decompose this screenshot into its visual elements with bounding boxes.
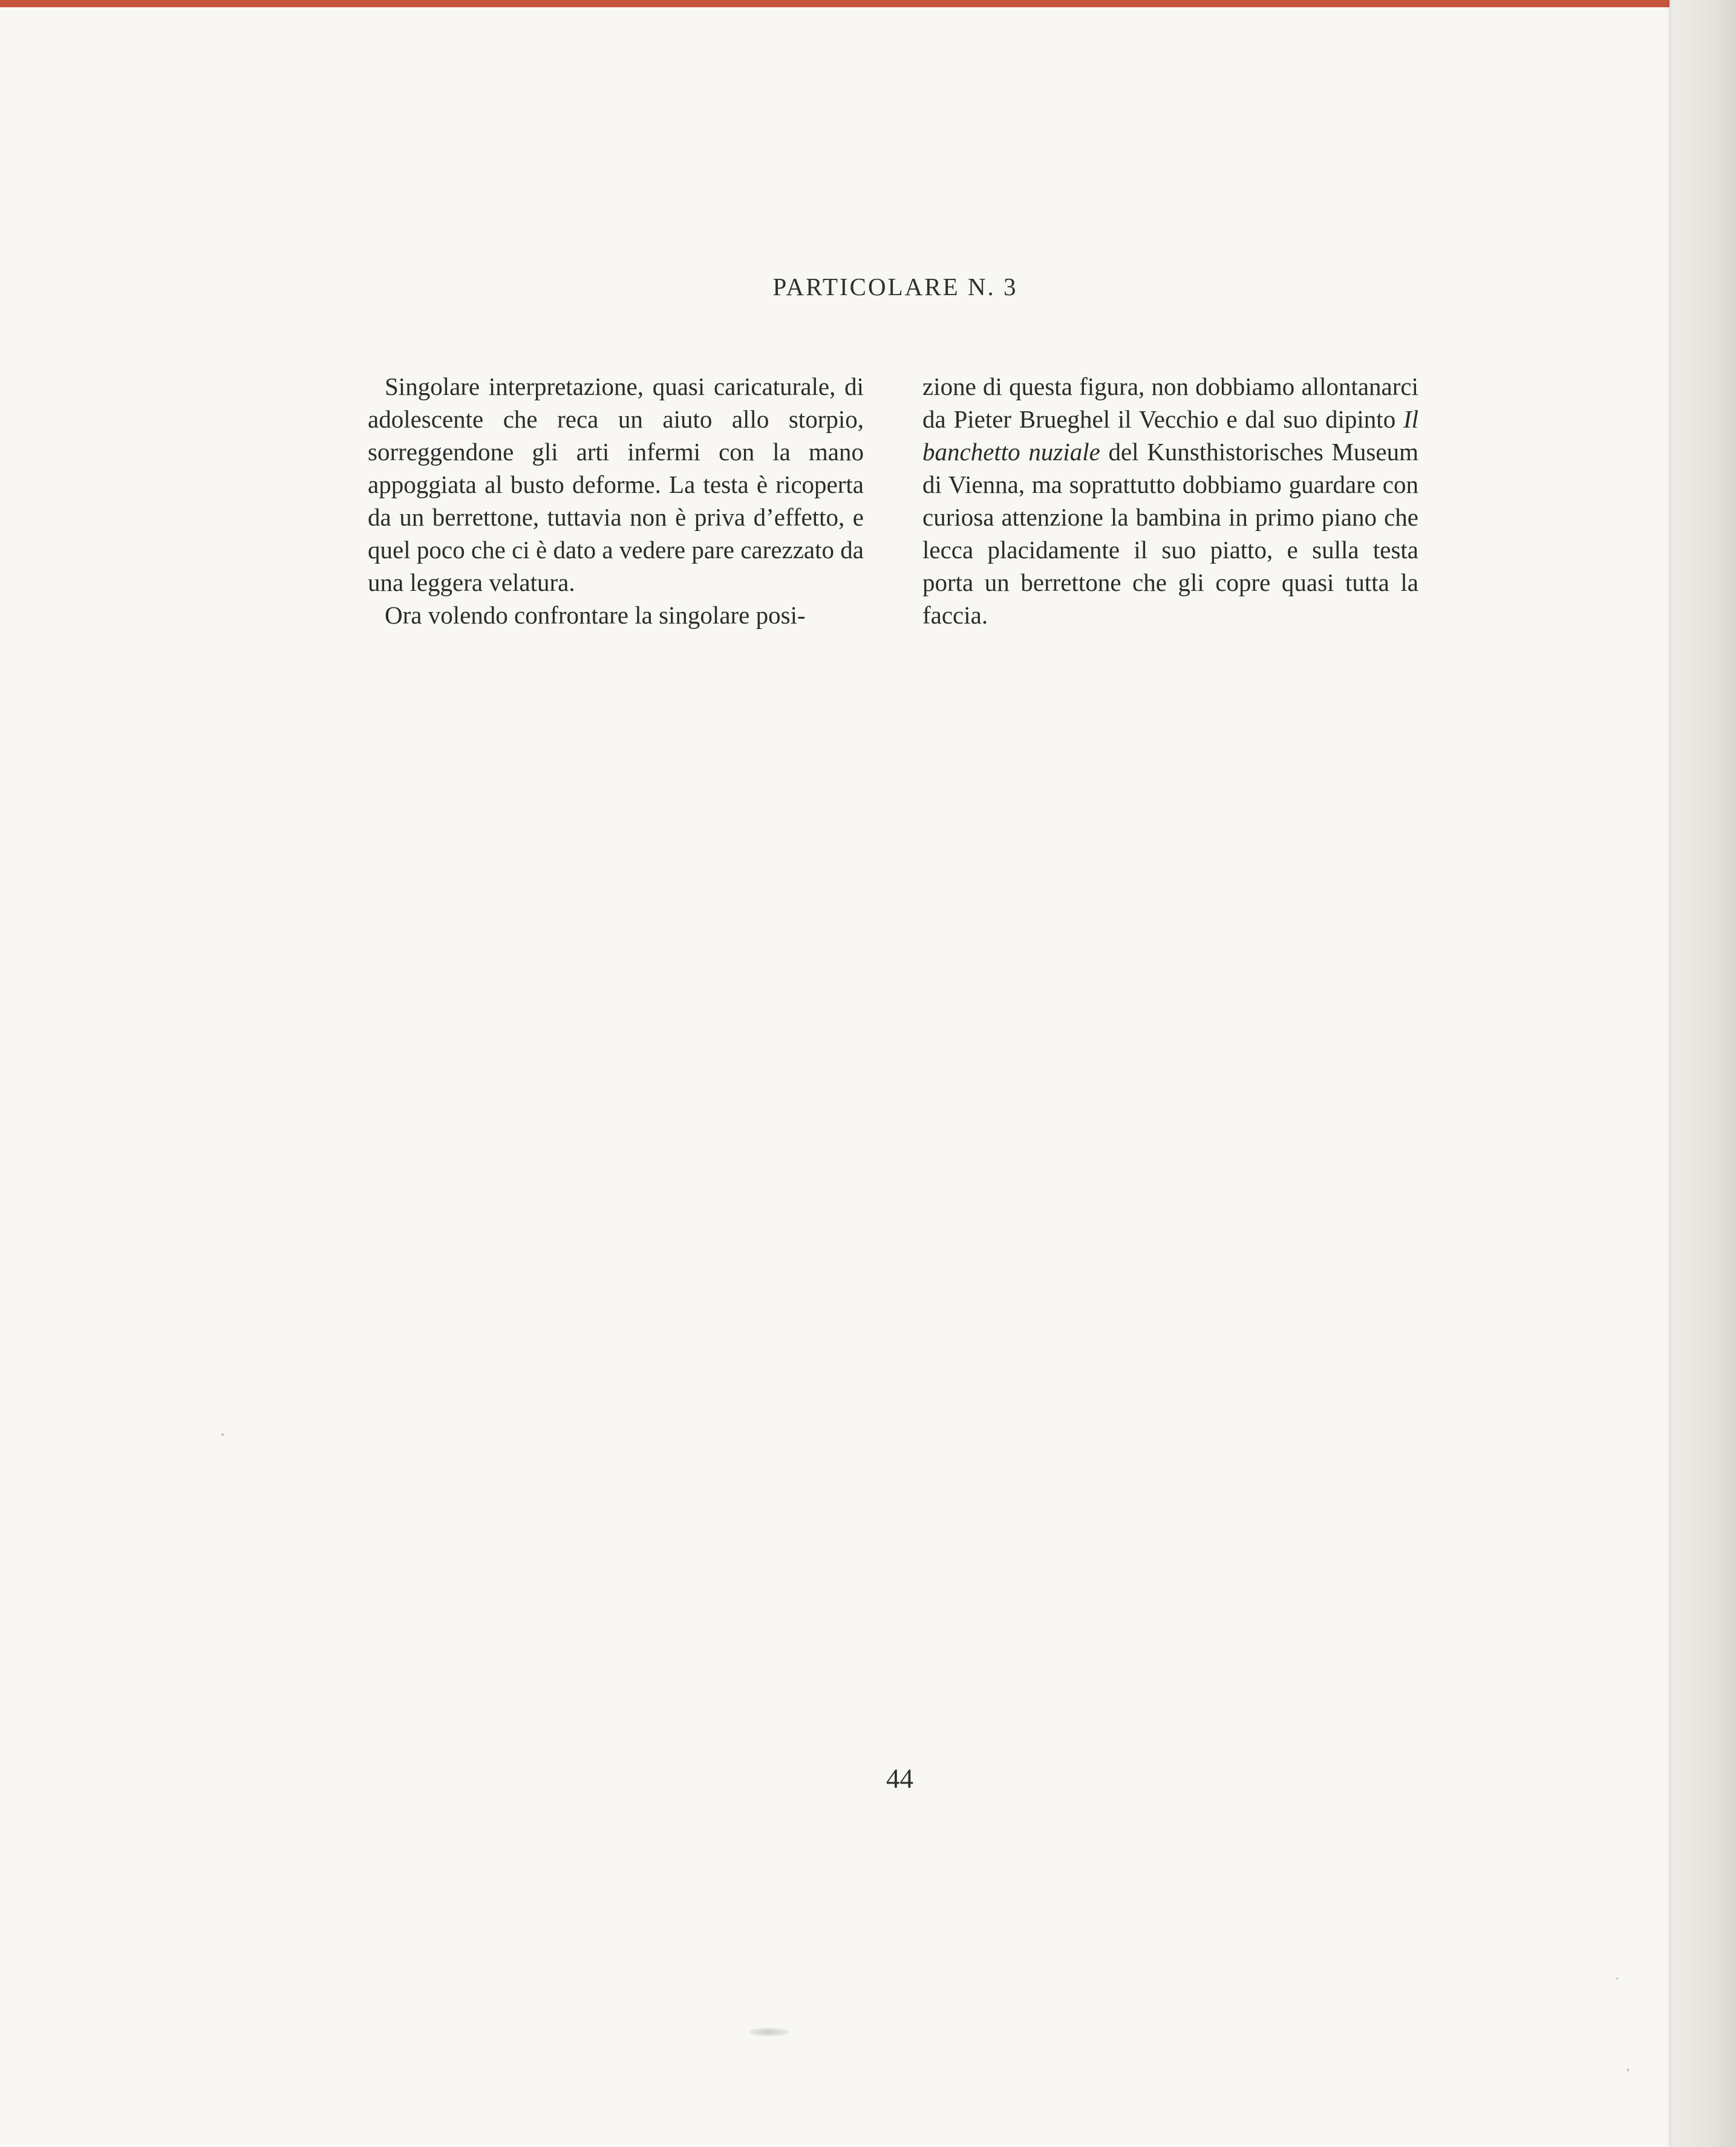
page-fold-shadow bbox=[1666, 0, 1671, 2147]
paragraph-continuation bbox=[922, 370, 1418, 631]
page-number: 44 bbox=[886, 1764, 913, 1794]
text-column-right bbox=[922, 370, 1418, 631]
paragraph-text: del Kunsthistorisches Museum di Vienna, ma soprattutto dobbiamo guardare con curiosa attenzione la bambina in primo piano che lecca placidamente il suo piatto, e sulla testa porta un berrettone che gli copre quasi tutta la faccia. bbox=[922, 438, 1418, 629]
paper-speck bbox=[1627, 2068, 1629, 2071]
paper-speck bbox=[221, 1433, 224, 1436]
paper-smudge bbox=[749, 2028, 789, 2036]
paragraph-text: zione di questa figura, non dobbiamo allontanarci da Pieter Brueghel il Vecchio e dal suo dipinto bbox=[922, 373, 1418, 433]
page-edge-band bbox=[1669, 0, 1736, 2147]
text-column-left bbox=[368, 370, 864, 631]
paper-speck bbox=[1616, 1978, 1618, 1979]
book-cover-edge bbox=[0, 0, 1736, 7]
paragraph: Ora volendo confrontare la singolare posi- bbox=[385, 601, 806, 629]
paragraph: Singolare interpretazione, quasi caricaturale, di adolescente che reca un aiuto allo storpio, sorreggendone gli arti infermi con la mano appoggiata al busto deforme. La testa è ricoperta da un berrettone, tuttavia non è priva d’effetto, e quel poco che ci è dato a vedere pare carezzato da una leggera velatura. bbox=[368, 373, 864, 596]
section-heading: PARTICOLARE N. 3 bbox=[772, 273, 1018, 301]
painting-title: Il banchetto nuziale bbox=[922, 405, 1418, 466]
